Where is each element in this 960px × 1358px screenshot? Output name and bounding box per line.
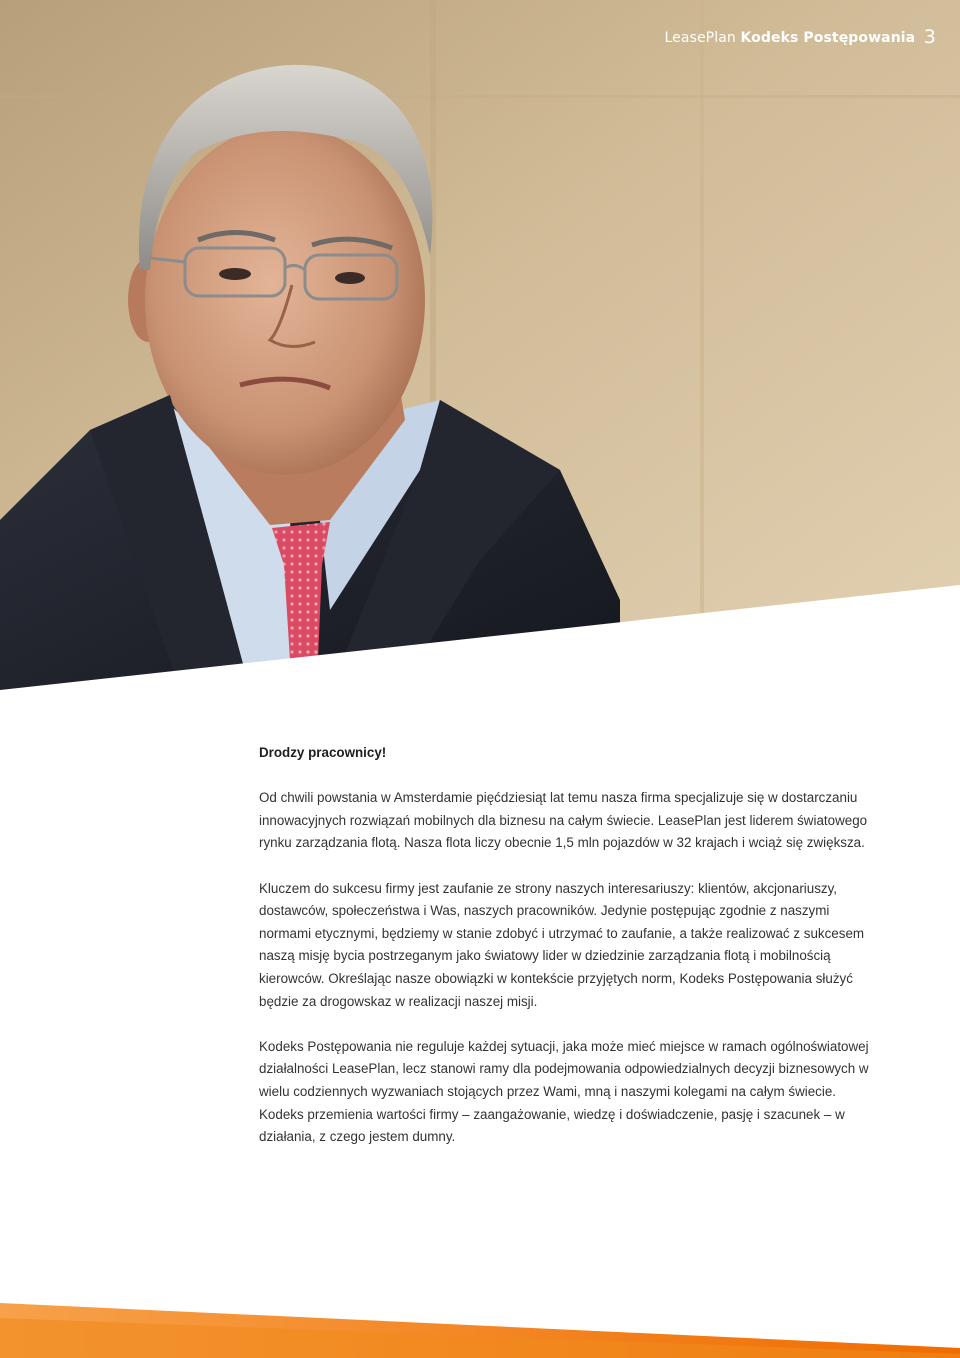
letter-paragraph-2: Kluczem do sukcesu firmy jest zaufanie ze strony naszych interesariuszy: klientów, akcjonariuszy, dostawców, społeczeństwa i Was, naszych pracowników. Jedynie postępując zgodnie z naszymi normami etycznymi, będziemy w stanie zdobyć i utrzymać to zaufanie, a także realizować z sukcesem naszą misję bycia postrzeganym jako światowy lider w dziedzinie zarządzania flotą i mobilnością kierowców. Określając nasze obowiązki w kontekście przyjętych norm, Kodeks Postępowania służyć będzie za drogowskaz w realizacji naszej misji. <box>259 880 865 1009</box>
header-document-title: Kodeks Postępowania <box>740 30 916 46</box>
letter-greeting: Drodzy pracownicy! <box>259 745 387 760</box>
page-number: 3 <box>923 26 936 48</box>
letter-body <box>259 742 869 1171</box>
letter-paragraph-3: Kodeks Postępowania nie reguluje każdej sytuacji, jaka może mieć miejsce w ramach ogólnoświatowej działalności LeasePlan, lecz stanowi ramy dla podejmowania odpowiedzialnych decyzji biznesowych w wielu codziennych wyzwaniach stojących przez Wami, mną i naszymi kolegami na całym świecie. Kodeks przemienia wartości firmy – zaangażowanie, wiedzę i doświadczenie, pasję i szacunek – w działania, z czego jestem dumny. <box>259 1038 869 1145</box>
running-header <box>665 26 936 48</box>
footer-accent-band <box>0 1298 960 1358</box>
letter-paragraph-1: Od chwili powstania w Amsterdamie pięćdziesiąt lat temu nasza firma specjalizuje się w dostarczaniu innowacyjnych rozwiązań mobilnych dla biznesu na całym świecie. LeasePlan jest liderem światowego rynku zarządzania flotą. Nasza flota liczy obecnie 1,5 mln pojazdów w 32 krajach i wciąż się zwiększa. <box>259 790 868 851</box>
header-brand: LeasePlan <box>664 30 736 46</box>
